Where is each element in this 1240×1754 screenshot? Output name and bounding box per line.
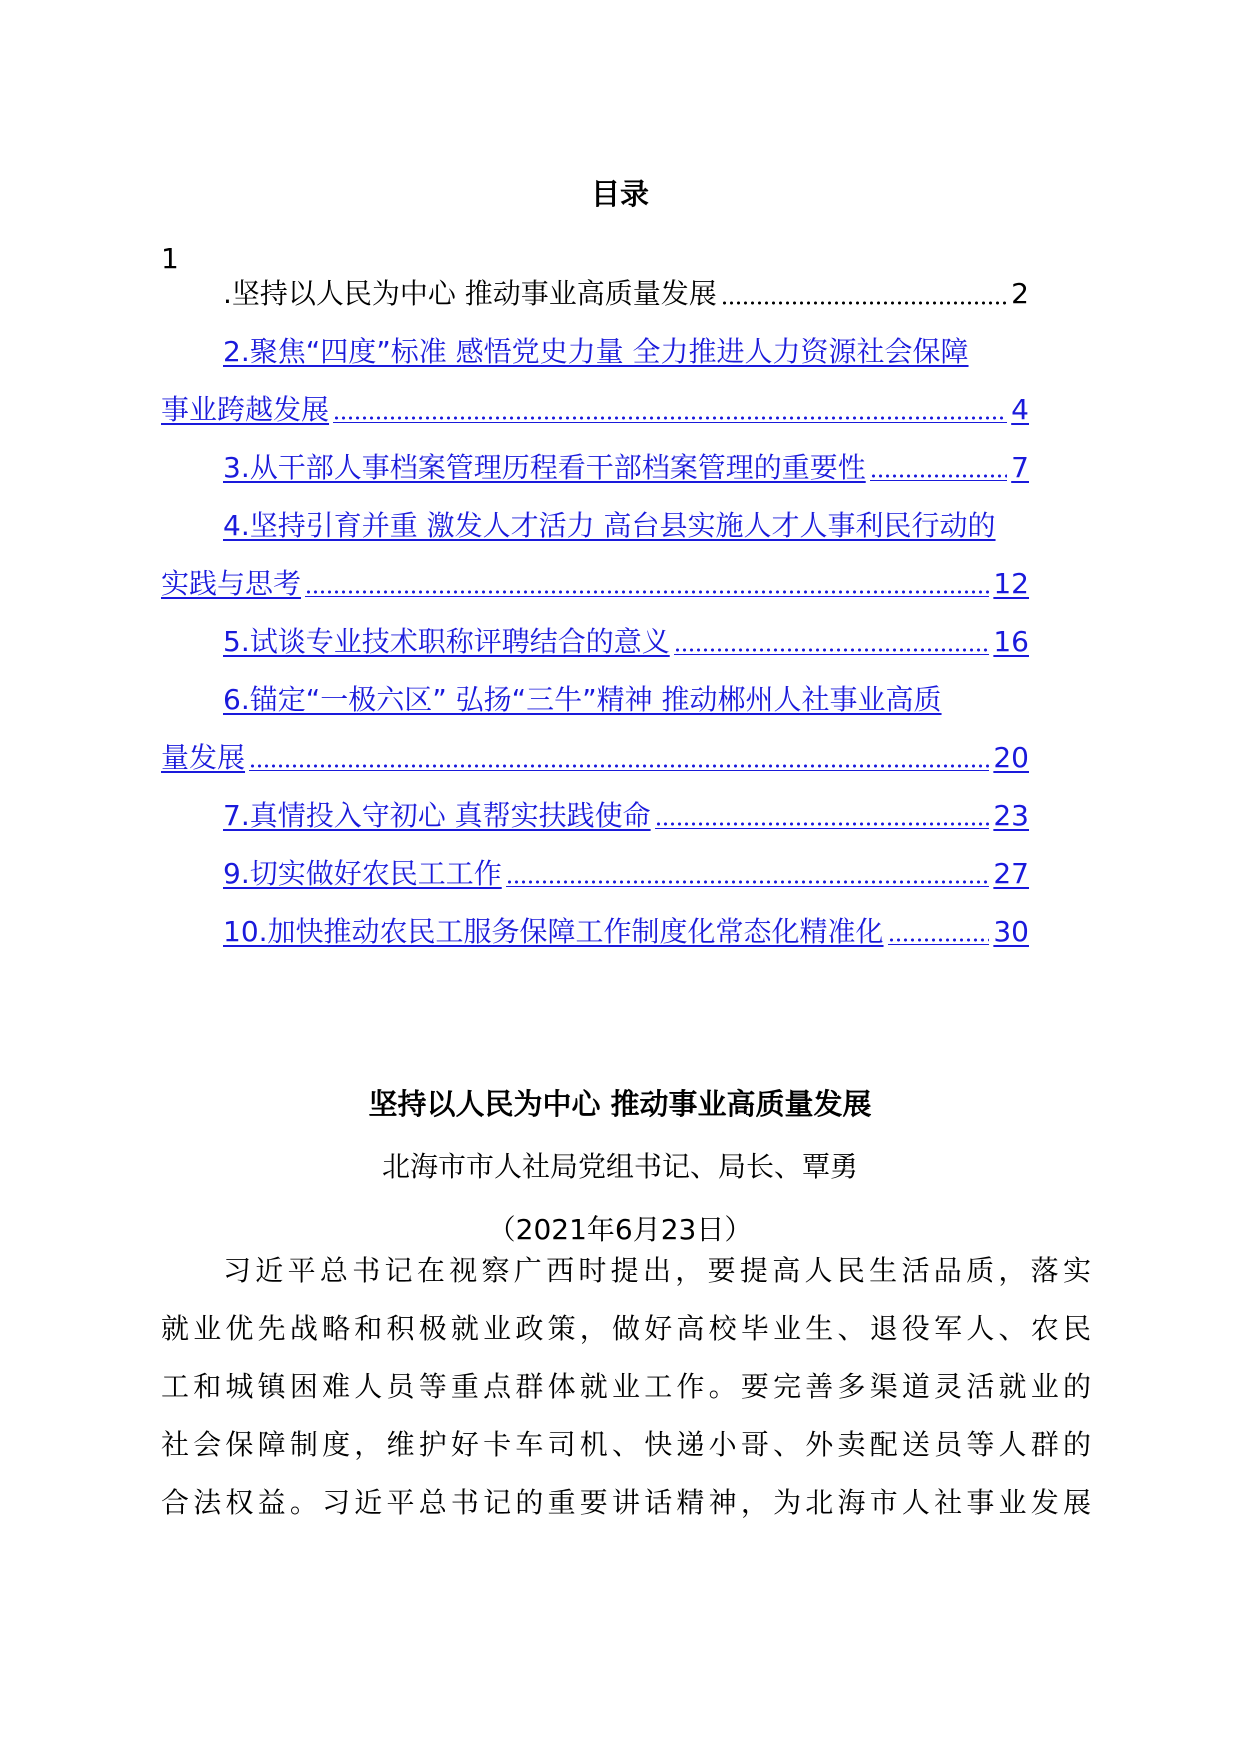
toc-dot-leader [888, 936, 990, 945]
toc-entry-text: 10.加快推动农民工服务保障工作制度化常态化精准化 [223, 915, 884, 948]
toc-entry-text: 7.真情投入守初心 真帮实扶践使命 [223, 799, 651, 832]
toc-entry-7[interactable] [161, 792, 1029, 840]
toc-entry-text: 2.聚焦“四度”标准 感悟党史力量 全力推进人力资源社会保障 [223, 335, 969, 368]
body-paragraph-line: 习近平总书记在视察广西时提出，要提高人民生活品质，落实 [223, 1254, 1091, 1287]
toc-entry-5[interactable] [161, 618, 1029, 666]
toc-entry-text: .坚持以人民为中心 推动事业高质量发展 [223, 277, 717, 310]
toc-entry-text: 9.切实做好农民工工作 [223, 857, 502, 890]
toc-dot-leader [506, 878, 990, 887]
body-paragraph-line: 工和城镇困难人员等重点群体就业工作。要完善多渠道灵活就业的 [161, 1370, 1091, 1403]
body-paragraph-line: 就业优先战略和积极就业政策，做好高校毕业生、退役军人、农民 [161, 1312, 1091, 1345]
toc-entry-text: 量发展 [161, 741, 246, 774]
toc-entry-text: 4.坚持引育并重 激发人才活力 高台县实施人才人事利民行动的 [223, 509, 996, 542]
toc-page-number: 27 [993, 857, 1029, 890]
toc-title: 目录 [590, 177, 649, 211]
toc-page-number: 23 [993, 799, 1029, 832]
toc-entry-3[interactable] [161, 444, 1029, 492]
toc-entry-4-continued[interactable] [161, 560, 1029, 608]
page-marker: 1 [161, 242, 179, 275]
toc-entry-6-continued[interactable] [161, 734, 1029, 782]
article-author: 北海市市人社局党组书记、局长、覃勇 [381, 1150, 858, 1183]
toc-dot-leader [721, 299, 1007, 307]
toc-page-number: 12 [993, 567, 1029, 600]
toc-dot-leader [333, 414, 1007, 423]
toc-entry-1[interactable] [161, 270, 1029, 318]
article-title: 坚持以人民为中心 推动事业高质量发展 [368, 1087, 872, 1121]
toc-dot-leader [305, 588, 989, 597]
toc-entry-text: 5.试谈专业技术职称评聘结合的意义 [223, 625, 670, 658]
toc-page-number: 7 [1011, 451, 1029, 484]
body-paragraph-line: 合法权益。习近平总书记的重要讲话精神，为北海市人社事业发展 [161, 1486, 1091, 1519]
toc-dot-leader [249, 762, 989, 771]
toc-entry-2-continued[interactable] [161, 386, 1029, 434]
toc-entry-2[interactable] [161, 328, 1029, 376]
toc-entry-4[interactable] [161, 502, 1029, 550]
toc-entry-9[interactable] [161, 850, 1029, 898]
toc-dot-leader [674, 646, 990, 655]
toc-page-number: 30 [993, 915, 1029, 948]
toc-page-number: 20 [993, 741, 1029, 774]
toc-entry-text: 3.从干部人事档案管理历程看干部档案管理的重要性 [223, 451, 866, 484]
body-paragraph-line: 社会保障制度，维护好卡车司机、快递小哥、外卖配送员等人群的 [161, 1428, 1091, 1461]
toc-dot-leader [870, 472, 1007, 481]
toc-page-number: 2 [1011, 277, 1029, 310]
toc-entry-text: 事业跨越发展 [161, 393, 330, 426]
toc-entry-6[interactable] [161, 676, 1029, 724]
toc-page-number: 4 [1011, 393, 1029, 426]
toc-page-number: 16 [993, 625, 1029, 658]
toc-entry-10[interactable] [161, 908, 1029, 956]
toc-dot-leader [655, 820, 990, 829]
toc-entry-text: 6.锚定“一极六区” 弘扬“三牛”精神 推动郴州人社事业高质 [223, 683, 942, 716]
article-date: （2021年6月23日） [487, 1213, 753, 1246]
toc-entry-text: 实践与思考 [161, 567, 302, 600]
